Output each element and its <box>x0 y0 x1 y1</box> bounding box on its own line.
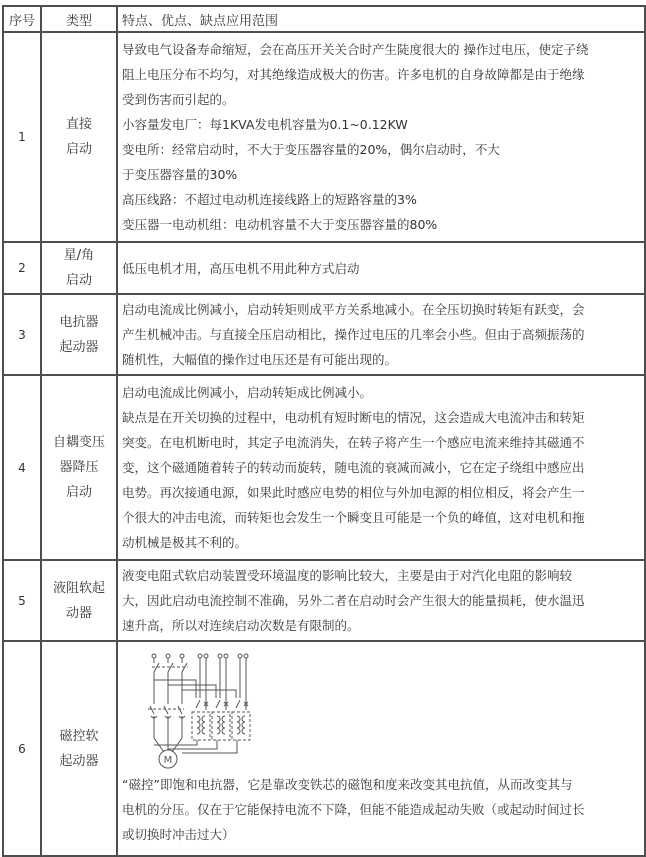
row-type <box>41 242 117 294</box>
breaker-switches <box>152 663 188 704</box>
row-content <box>117 375 645 560</box>
text-line: 突变。在电机断电时，其定子电流消失，在转子将产生一个感应电流来维持其磁通不 <box>122 435 585 450</box>
text-line: 缺点是在开关切换的过程中，电动机有短时断电的情况，这会造成大电流冲击和转矩 <box>122 410 585 425</box>
row-type <box>41 32 117 242</box>
text-line: 变电所：经常启动时，不大于变压器容量的20%，偶尔启动时，不大 <box>122 142 500 157</box>
text-line: 启动 <box>65 485 92 500</box>
motor-label: M <box>163 755 173 766</box>
row-content <box>117 294 645 375</box>
text-line: 液阻软起 <box>52 580 105 596</box>
input-terminals <box>152 654 184 663</box>
text-line: 磁控软 <box>59 728 99 744</box>
table-row <box>3 242 645 294</box>
row-content <box>117 560 645 641</box>
text-line: 直接 <box>65 117 92 132</box>
row-type <box>41 560 117 641</box>
row-number: 1 <box>3 32 41 242</box>
text-line: 受到伤害而引起的。 <box>122 92 235 107</box>
text-line: 液变电阻式软启动装置受环境温度的影响比较大，主要是由于对汽化电阻的影响较 <box>122 568 573 583</box>
text-line: 高压线路：不超过电动机连接线路上的短路容量的3% <box>122 192 417 207</box>
row-content <box>117 32 645 242</box>
text-line: 电抗器 <box>59 314 99 330</box>
routing-wires <box>154 680 236 698</box>
column-header-features: 特点、优点、缺点应用范围 <box>117 6 645 32</box>
table-row <box>3 641 645 856</box>
column-header-no: 序号 <box>3 6 41 32</box>
text-line: 起动器 <box>59 753 99 769</box>
table-row <box>3 560 645 641</box>
column-header-type: 类型 <box>41 6 117 32</box>
row-number: 6 <box>3 641 41 856</box>
text-line: 起动器 <box>59 339 99 355</box>
text-line: 于变压器容量的30% <box>122 167 238 182</box>
text-line: 启动 <box>65 142 92 157</box>
row-number: 4 <box>3 375 41 560</box>
table-row <box>3 375 645 560</box>
text-line: 阻上电压分布不均匀，对其绝缘造成极大的伤害。许多电机的自身故障都是由于绝缘 <box>122 67 585 82</box>
text-line: 小容量发电厂：每1KVA发电机容量为0.1~0.12KW <box>122 117 408 132</box>
text-line: 导致电气设备寿命缩短，会在高压开关关合时产生陡度很大的 操作过电压，使定子绕 <box>122 42 589 57</box>
text-line: 个很大的冲击电流，而转矩也会发生一个瞬变且可能是一个负的峰值，这对电机和拖 <box>122 510 585 525</box>
header-row <box>3 6 645 32</box>
row-type <box>41 641 117 856</box>
text-line: 产生机械冲击。与直接全压启动相比，操作过电压的几率会小些。但由于高频振荡的 <box>122 327 585 342</box>
table-row <box>3 294 645 375</box>
text-line: 动器 <box>65 605 92 621</box>
row-type <box>41 375 117 560</box>
row-number: 5 <box>3 560 41 641</box>
text-line: 启动电流成比例减小，启动转矩成比例减小。 <box>122 385 373 400</box>
control-terminals <box>198 654 248 710</box>
row-number: 2 <box>3 242 41 294</box>
row-type <box>41 294 117 375</box>
text-line: 速升高，所以对连续启动次数是有限制的。 <box>122 618 360 633</box>
thyristor-symbols <box>196 700 248 708</box>
text-line: 启动 <box>65 273 92 288</box>
text-line: 变，这个磁通随着转子的转动而旋转，随电流的衰减而减小，它在定子绕组中感应出 <box>122 460 585 475</box>
text-line: 电势。再次接通电源，如果此时感应电势的相位与外加电源的相位相反，将会产生一 <box>122 485 585 500</box>
motor-symbol <box>159 750 177 768</box>
text-line: 大，因此启动电流控制不准确，另外二者在启动时会产生很大的能量损耗，使水温迅 <box>122 593 585 608</box>
text-line: 星/角 <box>63 248 95 263</box>
row-number: 3 <box>3 294 41 375</box>
reactor-units <box>192 712 250 740</box>
text-line: 器降压 <box>59 460 99 475</box>
text-line: “磁控”即饱和电抗器，它是靠改变铁芯的磁饱和度来改变其电抗值，从而改变其与 <box>122 777 573 792</box>
bypass-contactor-switches <box>148 706 185 738</box>
text-line: 自耦变压 <box>52 435 105 450</box>
row-content-text <box>122 772 640 847</box>
saturable-reactor-circuit <box>134 652 269 770</box>
row-content <box>117 641 645 856</box>
circuit-diagram <box>134 652 640 770</box>
row-content <box>117 242 645 294</box>
text-line: 电机的分压。仅在于它能保持电流不下降，但能不能造成起动失败（或起动时间过长 <box>122 802 585 817</box>
text-line: 动机械是极其不利的。 <box>122 535 248 550</box>
text-line: 启动电流成比例减小，启动转矩则成平方关系地减小。在全压切换时转矩有跃变，会 <box>122 302 585 317</box>
text-line: 随机性，大幅值的操作过电压还是有可能出现的。 <box>122 352 398 367</box>
text-line: 低压电机才用，高压电机不用此种方式启动 <box>122 260 360 276</box>
starter-comparison-table <box>2 5 646 857</box>
text-line: 或切换时冲击过大） <box>122 827 235 842</box>
table-row <box>3 32 645 242</box>
text-line: 变压器一电动机组：电动机容量不大于变压器容量的80% <box>122 217 438 232</box>
